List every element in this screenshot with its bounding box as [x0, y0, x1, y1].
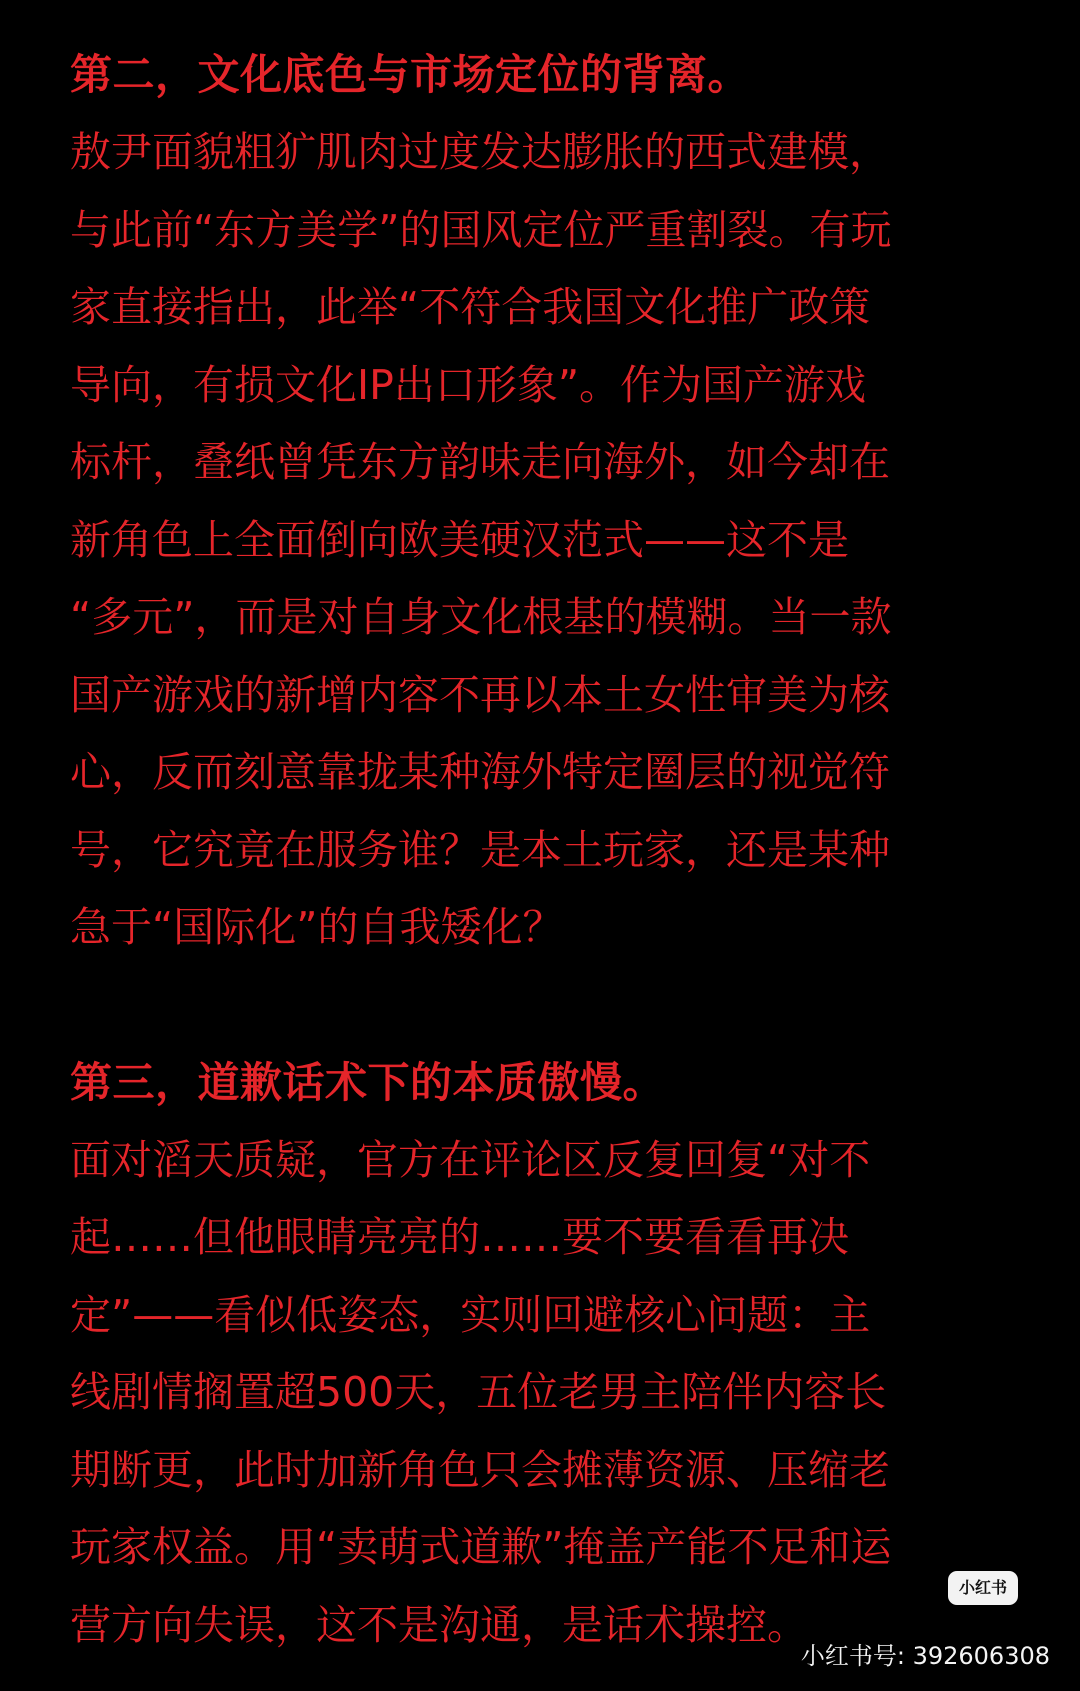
section-two-line-9: 心，反而刻意靠拢某种海外特定圈层的视觉符 — [70, 748, 890, 796]
section-three-line-4: 线剧情搁置超500天，五位老男主陪伴内容长 — [70, 1368, 887, 1416]
section-three-line-6: 玩家权益。用“卖萌式道歉”掩盖产能不足和运 — [70, 1523, 892, 1571]
section-two-line-11: 急于“国际化”的自我矮化？ — [70, 903, 564, 951]
section-two-line-8: 国产游戏的新增内容不再以本土女性审美为核 — [70, 670, 890, 719]
section-two-line-2: 与此前“东方美学”的国风定位严重割裂。有玩 — [70, 205, 892, 254]
section-two-paragraph — [70, 114, 1015, 967]
section-three-line-7: 营方向失误，这不是沟通，是话术操控。 — [70, 1600, 808, 1649]
section-two-line-3: 家直接指出，此举“不符合我国文化推广政策 — [70, 283, 871, 331]
section-two-line-6: 新角色上全面倒向欧美硬汉范式——这不是 — [70, 515, 849, 564]
xiaohongshu-watermark — [790, 1571, 1050, 1671]
xiaohongshu-logo: 小红书 — [948, 1571, 1018, 1605]
section-two-line-4: 导向，有损文化IP出口形象”。作为国产游戏 — [70, 360, 867, 409]
section-three-line-3: 定”——看似低姿态，实则回避核心问题：主 — [70, 1290, 871, 1339]
section-two-line-7: “多元”，而是对自身文化根基的模糊。当一款 — [70, 593, 892, 641]
section-three-line-1: 面对滔天质疑，官方在评论区反复回复“对不 — [70, 1135, 871, 1184]
section-two — [70, 36, 1015, 967]
section-three-line-5: 期断更，此时加新角色只会摊薄资源、压缩老 — [70, 1445, 890, 1494]
section-two-heading: 第二，文化底色与市场定位的背离。 — [70, 50, 751, 99]
section-two-line-1: 敖尹面貌粗犷肌肉过度发达膨胀的西式建模， — [70, 128, 890, 176]
section-three-line-2: 起……但他眼睛亮亮的……要不要看看再决 — [70, 1213, 849, 1261]
section-three-heading: 第三，道歉话术下的本质傲慢。 — [70, 1057, 666, 1107]
section-spacer — [70, 967, 1015, 1044]
section-two-line-10: 号，它究竟在服务谁？是本土玩家，还是某种 — [70, 825, 890, 874]
xiaohongshu-id: 小红书号: 392606308 — [800, 1642, 1050, 1670]
section-two-line-5: 标杆，叠纸曾凭东方韵味走向海外，如今却在 — [70, 438, 890, 486]
article — [70, 36, 1015, 1664]
